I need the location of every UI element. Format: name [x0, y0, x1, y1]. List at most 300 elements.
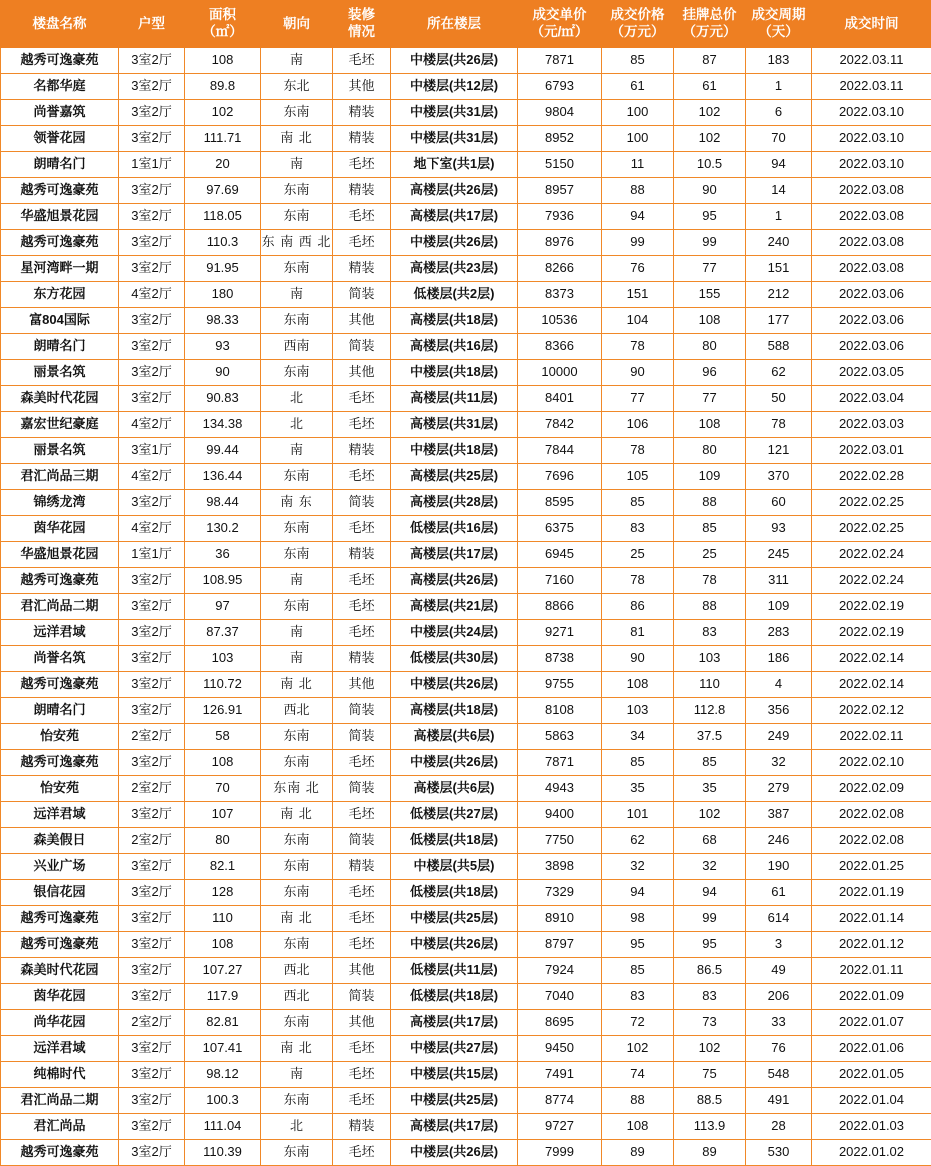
cell-list: 73 — [674, 1010, 746, 1036]
cell-name: 越秀可逸豪苑 — [1, 230, 119, 256]
cell-name: 兴业广场 — [1, 854, 119, 880]
cell-days: 6 — [746, 100, 812, 126]
cell-deco: 其他 — [333, 958, 391, 984]
cell-area: 98.44 — [185, 490, 261, 516]
cell-area: 82.81 — [185, 1010, 261, 1036]
cell-date: 2022.03.06 — [812, 282, 931, 308]
cell-type: 2室2厅 — [119, 776, 185, 802]
cell-unit: 7040 — [518, 984, 602, 1010]
cell-floor: 中楼层(共15层) — [391, 1062, 518, 1088]
cell-area: 90.83 — [185, 386, 261, 412]
cell-floor: 高楼层(共17层) — [391, 1114, 518, 1140]
cell-face: 东南 — [261, 360, 333, 386]
table-row — [1, 906, 931, 932]
cell-deco: 毛坯 — [333, 1036, 391, 1062]
cell-face: 南 — [261, 568, 333, 594]
cell-area: 126.91 — [185, 698, 261, 724]
cell-date: 2022.03.08 — [812, 204, 931, 230]
cell-date: 2022.01.05 — [812, 1062, 931, 1088]
table-row — [1, 386, 931, 412]
cell-list: 102 — [674, 100, 746, 126]
cell-price: 100 — [602, 126, 674, 152]
cell-deco: 毛坯 — [333, 932, 391, 958]
cell-type: 3室2厅 — [119, 750, 185, 776]
table-row — [1, 672, 931, 698]
cell-deco: 毛坯 — [333, 906, 391, 932]
cell-days: 62 — [746, 360, 812, 386]
cell-unit: 8738 — [518, 646, 602, 672]
cell-days: 190 — [746, 854, 812, 880]
cell-date: 2022.03.10 — [812, 126, 931, 152]
cell-list: 99 — [674, 906, 746, 932]
cell-name: 怡安苑 — [1, 776, 119, 802]
column-header-line1: 楼盘名称 — [33, 16, 87, 31]
column-header-line2: （元/㎡） — [518, 24, 601, 41]
cell-name: 越秀可逸豪苑 — [1, 1140, 119, 1166]
cell-unit: 7491 — [518, 1062, 602, 1088]
cell-unit: 9755 — [518, 672, 602, 698]
cell-price: 34 — [602, 724, 674, 750]
cell-deco: 简装 — [333, 334, 391, 360]
cell-days: 32 — [746, 750, 812, 776]
cell-floor: 高楼层(共25层) — [391, 464, 518, 490]
cell-type: 3室2厅 — [119, 854, 185, 880]
cell-list: 95 — [674, 932, 746, 958]
cell-area: 87.37 — [185, 620, 261, 646]
cell-date: 2022.03.08 — [812, 178, 931, 204]
cell-date: 2022.02.08 — [812, 828, 931, 854]
cell-type: 3室2厅 — [119, 646, 185, 672]
cell-face: 南 北 — [261, 126, 333, 152]
cell-face: 西北 — [261, 698, 333, 724]
column-header-7 — [602, 1, 674, 48]
cell-days: 70 — [746, 126, 812, 152]
cell-list: 155 — [674, 282, 746, 308]
cell-floor: 高楼层(共16层) — [391, 334, 518, 360]
cell-deco: 毛坯 — [333, 48, 391, 74]
cell-date: 2022.01.07 — [812, 1010, 931, 1036]
cell-name: 君汇尚品二期 — [1, 1088, 119, 1114]
cell-price: 108 — [602, 672, 674, 698]
cell-face: 东南 — [261, 256, 333, 282]
cell-area: 134.38 — [185, 412, 261, 438]
cell-date: 2022.01.04 — [812, 1088, 931, 1114]
cell-type: 3室2厅 — [119, 932, 185, 958]
cell-type: 3室2厅 — [119, 74, 185, 100]
cell-date: 2022.02.08 — [812, 802, 931, 828]
cell-face: 东南 — [261, 750, 333, 776]
cell-deco: 简装 — [333, 724, 391, 750]
cell-date: 2022.03.08 — [812, 230, 931, 256]
cell-face: 南 — [261, 646, 333, 672]
cell-unit: 7936 — [518, 204, 602, 230]
cell-date: 2022.03.01 — [812, 438, 931, 464]
cell-name: 名都华庭 — [1, 74, 119, 100]
cell-face: 南 北 — [261, 1036, 333, 1062]
cell-face: 东南 — [261, 932, 333, 958]
cell-date: 2022.03.11 — [812, 48, 931, 74]
cell-face: 东南 — [261, 880, 333, 906]
cell-days: 283 — [746, 620, 812, 646]
cell-type: 4室2厅 — [119, 464, 185, 490]
table-row — [1, 100, 931, 126]
cell-unit: 7871 — [518, 48, 602, 74]
cell-days: 121 — [746, 438, 812, 464]
cell-floor: 低楼层(共18层) — [391, 984, 518, 1010]
cell-price: 78 — [602, 334, 674, 360]
cell-area: 111.71 — [185, 126, 261, 152]
cell-price: 102 — [602, 1036, 674, 1062]
cell-floor: 低楼层(共18层) — [391, 880, 518, 906]
cell-unit: 9804 — [518, 100, 602, 126]
cell-list: 108 — [674, 412, 746, 438]
cell-list: 83 — [674, 984, 746, 1010]
cell-name: 华盛旭景花园 — [1, 542, 119, 568]
cell-floor: 中楼层(共5层) — [391, 854, 518, 880]
cell-price: 77 — [602, 386, 674, 412]
cell-floor: 高楼层(共18层) — [391, 308, 518, 334]
cell-list: 37.5 — [674, 724, 746, 750]
cell-face: 西北 — [261, 984, 333, 1010]
cell-type: 3室2厅 — [119, 594, 185, 620]
table-row — [1, 984, 931, 1010]
cell-date: 2022.03.03 — [812, 412, 931, 438]
cell-name: 越秀可逸豪苑 — [1, 178, 119, 204]
cell-unit: 8910 — [518, 906, 602, 932]
cell-days: 279 — [746, 776, 812, 802]
cell-unit: 7750 — [518, 828, 602, 854]
cell-area: 108.95 — [185, 568, 261, 594]
column-header-line1: 成交周期 — [752, 7, 806, 22]
column-header-line1: 户型 — [138, 16, 165, 31]
cell-list: 110 — [674, 672, 746, 698]
cell-deco: 毛坯 — [333, 1062, 391, 1088]
cell-name: 君汇尚品二期 — [1, 594, 119, 620]
cell-list: 75 — [674, 1062, 746, 1088]
cell-date: 2022.02.14 — [812, 672, 931, 698]
cell-price: 72 — [602, 1010, 674, 1036]
cell-floor: 低楼层(共30层) — [391, 646, 518, 672]
cell-name: 越秀可逸豪苑 — [1, 48, 119, 74]
cell-deco: 精装 — [333, 438, 391, 464]
cell-days: 1 — [746, 74, 812, 100]
cell-face: 东南 — [261, 1088, 333, 1114]
cell-date: 2022.03.05 — [812, 360, 931, 386]
table-row — [1, 178, 931, 204]
cell-unit: 8695 — [518, 1010, 602, 1036]
cell-floor: 低楼层(共18层) — [391, 828, 518, 854]
cell-unit: 8266 — [518, 256, 602, 282]
cell-face: 东南 — [261, 464, 333, 490]
table-row — [1, 698, 931, 724]
cell-unit: 8797 — [518, 932, 602, 958]
cell-unit: 7924 — [518, 958, 602, 984]
column-header-4 — [333, 1, 391, 48]
cell-unit: 8976 — [518, 230, 602, 256]
table-row — [1, 802, 931, 828]
cell-area: 97 — [185, 594, 261, 620]
cell-name: 君汇尚品 — [1, 1114, 119, 1140]
cell-days: 33 — [746, 1010, 812, 1036]
cell-type: 3室2厅 — [119, 230, 185, 256]
cell-unit: 7696 — [518, 464, 602, 490]
column-header-line2: 情况 — [333, 24, 390, 41]
cell-area: 58 — [185, 724, 261, 750]
cell-days: 76 — [746, 1036, 812, 1062]
cell-face: 东南 — [261, 178, 333, 204]
cell-price: 104 — [602, 308, 674, 334]
cell-price: 74 — [602, 1062, 674, 1088]
cell-deco: 精装 — [333, 100, 391, 126]
cell-deco: 简装 — [333, 282, 391, 308]
cell-date: 2022.01.12 — [812, 932, 931, 958]
cell-type: 3室2厅 — [119, 620, 185, 646]
cell-deco: 毛坯 — [333, 204, 391, 230]
cell-type: 3室2厅 — [119, 126, 185, 152]
cell-floor: 中楼层(共18层) — [391, 360, 518, 386]
cell-name: 尚誉嘉筑 — [1, 100, 119, 126]
cell-floor: 中楼层(共31层) — [391, 126, 518, 152]
cell-unit: 7999 — [518, 1140, 602, 1166]
cell-list: 103 — [674, 646, 746, 672]
cell-name: 嘉宏世纪豪庭 — [1, 412, 119, 438]
cell-type: 3室2厅 — [119, 490, 185, 516]
cell-area: 130.2 — [185, 516, 261, 542]
cell-list: 88 — [674, 490, 746, 516]
column-header-10 — [812, 1, 931, 48]
table-row — [1, 438, 931, 464]
cell-price: 25 — [602, 542, 674, 568]
cell-list: 88 — [674, 594, 746, 620]
table-row — [1, 152, 931, 178]
cell-name: 越秀可逸豪苑 — [1, 906, 119, 932]
cell-price: 85 — [602, 958, 674, 984]
cell-unit: 8366 — [518, 334, 602, 360]
cell-name: 越秀可逸豪苑 — [1, 568, 119, 594]
column-header-line2: （天） — [746, 24, 811, 41]
cell-type: 2室2厅 — [119, 828, 185, 854]
cell-days: 3 — [746, 932, 812, 958]
cell-list: 90 — [674, 178, 746, 204]
column-header-line1: 面积 — [209, 7, 236, 22]
table-row — [1, 620, 931, 646]
cell-deco: 精装 — [333, 126, 391, 152]
cell-unit: 9450 — [518, 1036, 602, 1062]
cell-name: 远洋君域 — [1, 1036, 119, 1062]
cell-type: 3室2厅 — [119, 568, 185, 594]
cell-list: 77 — [674, 386, 746, 412]
cell-floor: 高楼层(共31层) — [391, 412, 518, 438]
cell-floor: 中楼层(共25层) — [391, 906, 518, 932]
cell-days: 93 — [746, 516, 812, 542]
cell-type: 3室1厅 — [119, 438, 185, 464]
cell-unit: 8957 — [518, 178, 602, 204]
cell-name: 森美时代花园 — [1, 958, 119, 984]
cell-name: 纯棉时代 — [1, 1062, 119, 1088]
column-header-2 — [185, 1, 261, 48]
cell-floor: 中楼层(共26层) — [391, 1140, 518, 1166]
cell-area: 103 — [185, 646, 261, 672]
cell-list: 87 — [674, 48, 746, 74]
column-header-5 — [391, 1, 518, 48]
table-row — [1, 334, 931, 360]
cell-type: 3室2厅 — [119, 204, 185, 230]
cell-list: 83 — [674, 620, 746, 646]
cell-name: 富804国际 — [1, 308, 119, 334]
cell-area: 36 — [185, 542, 261, 568]
table-row — [1, 74, 931, 100]
cell-unit: 3898 — [518, 854, 602, 880]
cell-deco: 毛坯 — [333, 152, 391, 178]
cell-floor: 中楼层(共26层) — [391, 932, 518, 958]
cell-deco: 毛坯 — [333, 880, 391, 906]
cell-face: 东南 — [261, 594, 333, 620]
cell-type: 3室2厅 — [119, 984, 185, 1010]
cell-floor: 低楼层(共11层) — [391, 958, 518, 984]
cell-name: 越秀可逸豪苑 — [1, 672, 119, 698]
table-row — [1, 230, 931, 256]
cell-unit: 6945 — [518, 542, 602, 568]
cell-name: 朗晴名门 — [1, 698, 119, 724]
cell-area: 107.41 — [185, 1036, 261, 1062]
table-body — [1, 48, 931, 1166]
cell-deco: 简装 — [333, 698, 391, 724]
cell-days: 177 — [746, 308, 812, 334]
column-header-line1: 成交价格 — [611, 7, 665, 22]
cell-type: 4室2厅 — [119, 516, 185, 542]
cell-face: 南 — [261, 282, 333, 308]
cell-face: 北 — [261, 386, 333, 412]
cell-area: 180 — [185, 282, 261, 308]
cell-floor: 中楼层(共26层) — [391, 230, 518, 256]
cell-deco: 毛坯 — [333, 464, 391, 490]
cell-days: 78 — [746, 412, 812, 438]
cell-name: 领誉花园 — [1, 126, 119, 152]
cell-days: 356 — [746, 698, 812, 724]
cell-price: 83 — [602, 984, 674, 1010]
cell-area: 110 — [185, 906, 261, 932]
cell-type: 4室2厅 — [119, 412, 185, 438]
column-header-line1: 成交时间 — [845, 16, 899, 31]
table-row — [1, 828, 931, 854]
cell-date: 2022.01.11 — [812, 958, 931, 984]
cell-area: 91.95 — [185, 256, 261, 282]
cell-price: 88 — [602, 178, 674, 204]
cell-face: 南 北 — [261, 906, 333, 932]
cell-list: 80 — [674, 334, 746, 360]
cell-face: 北 — [261, 412, 333, 438]
cell-price: 11 — [602, 152, 674, 178]
table-row — [1, 1036, 931, 1062]
cell-type: 3室2厅 — [119, 1062, 185, 1088]
cell-unit: 7329 — [518, 880, 602, 906]
cell-type: 1室1厅 — [119, 152, 185, 178]
cell-area: 107 — [185, 802, 261, 828]
cell-type: 3室2厅 — [119, 1114, 185, 1140]
cell-date: 2022.02.19 — [812, 620, 931, 646]
cell-list: 96 — [674, 360, 746, 386]
cell-unit: 8595 — [518, 490, 602, 516]
cell-floor: 高楼层(共17层) — [391, 1010, 518, 1036]
cell-type: 3室2厅 — [119, 958, 185, 984]
cell-face: 东南 — [261, 516, 333, 542]
cell-list: 102 — [674, 802, 746, 828]
cell-floor: 中楼层(共18层) — [391, 438, 518, 464]
cell-floor: 地下室(共1层) — [391, 152, 518, 178]
cell-list: 86.5 — [674, 958, 746, 984]
cell-area: 128 — [185, 880, 261, 906]
cell-face: 南 — [261, 152, 333, 178]
cell-price: 86 — [602, 594, 674, 620]
cell-face: 东 南 西 北 — [261, 230, 333, 256]
cell-type: 1室1厅 — [119, 542, 185, 568]
table-row — [1, 126, 931, 152]
cell-days: 50 — [746, 386, 812, 412]
table-row — [1, 854, 931, 880]
cell-deco: 精装 — [333, 854, 391, 880]
cell-area: 136.44 — [185, 464, 261, 490]
cell-type: 3室2厅 — [119, 334, 185, 360]
cell-area: 102 — [185, 100, 261, 126]
cell-price: 151 — [602, 282, 674, 308]
cell-area: 108 — [185, 48, 261, 74]
cell-list: 32 — [674, 854, 746, 880]
cell-area: 99.44 — [185, 438, 261, 464]
cell-area: 89.8 — [185, 74, 261, 100]
cell-list: 68 — [674, 828, 746, 854]
table-row — [1, 1114, 931, 1140]
cell-days: 370 — [746, 464, 812, 490]
cell-face: 东南 — [261, 1010, 333, 1036]
cell-unit: 8401 — [518, 386, 602, 412]
cell-days: 60 — [746, 490, 812, 516]
cell-unit: 8866 — [518, 594, 602, 620]
cell-date: 2022.02.25 — [812, 516, 931, 542]
cell-price: 89 — [602, 1140, 674, 1166]
cell-area: 70 — [185, 776, 261, 802]
cell-days: 94 — [746, 152, 812, 178]
table-row — [1, 958, 931, 984]
column-header-line2: （万元） — [674, 24, 745, 41]
cell-days: 311 — [746, 568, 812, 594]
cell-floor: 低楼层(共2层) — [391, 282, 518, 308]
cell-area: 110.3 — [185, 230, 261, 256]
cell-days: 548 — [746, 1062, 812, 1088]
cell-unit: 9400 — [518, 802, 602, 828]
cell-price: 95 — [602, 932, 674, 958]
cell-unit: 5150 — [518, 152, 602, 178]
cell-days: 4 — [746, 672, 812, 698]
cell-unit: 8373 — [518, 282, 602, 308]
cell-date: 2022.03.06 — [812, 308, 931, 334]
cell-area: 80 — [185, 828, 261, 854]
cell-floor: 高楼层(共11层) — [391, 386, 518, 412]
cell-floor: 中楼层(共26层) — [391, 48, 518, 74]
cell-deco: 精装 — [333, 178, 391, 204]
cell-deco: 毛坯 — [333, 516, 391, 542]
cell-price: 103 — [602, 698, 674, 724]
cell-area: 118.05 — [185, 204, 261, 230]
cell-days: 28 — [746, 1114, 812, 1140]
cell-name: 茵华花园 — [1, 984, 119, 1010]
cell-list: 102 — [674, 126, 746, 152]
cell-days: 614 — [746, 906, 812, 932]
cell-date: 2022.01.19 — [812, 880, 931, 906]
cell-floor: 中楼层(共26层) — [391, 672, 518, 698]
cell-area: 98.33 — [185, 308, 261, 334]
table-header — [1, 1, 931, 48]
cell-price: 32 — [602, 854, 674, 880]
